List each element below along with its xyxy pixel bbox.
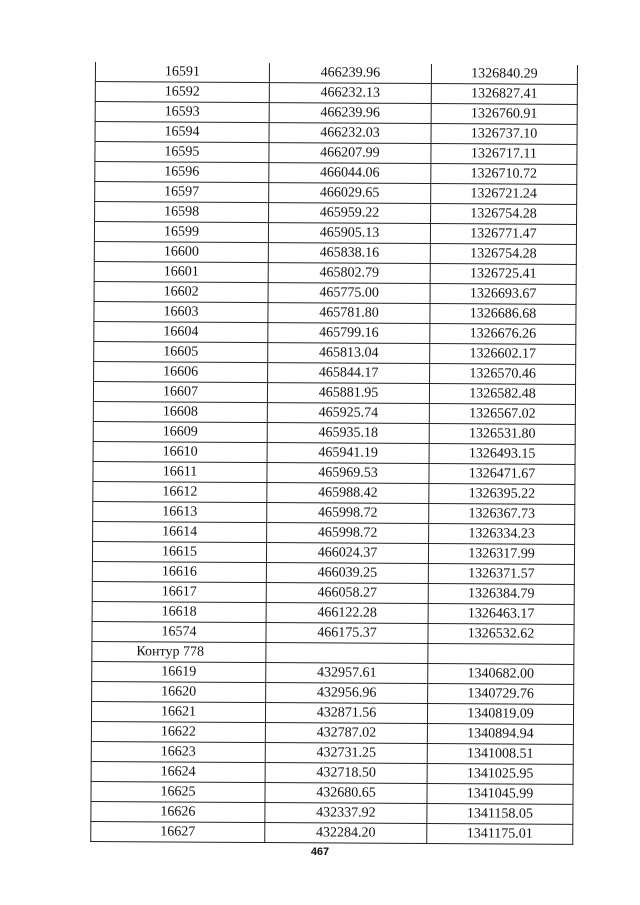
table-row xyxy=(95,122,577,145)
x-coordinate-cell: 465838.16 xyxy=(268,243,430,264)
x-coordinate-cell: 465959.22 xyxy=(269,203,431,224)
table-row xyxy=(94,222,576,245)
point-number-cell: 16616 xyxy=(92,561,266,582)
x-coordinate-cell: 465969.53 xyxy=(267,463,429,484)
point-number-cell: 16594 xyxy=(95,122,269,143)
y-coordinate-cell: 1326602.17 xyxy=(430,344,576,365)
coordinates-table xyxy=(90,62,578,845)
point-number-cell: 16626 xyxy=(91,801,265,822)
point-number-cell: 16620 xyxy=(92,681,266,702)
point-number-cell: 16609 xyxy=(93,421,267,442)
point-number-cell: 16610 xyxy=(93,441,267,462)
point-number-cell: 16604 xyxy=(94,321,268,342)
y-coordinate-cell: 1326384.79 xyxy=(428,584,574,605)
contour-label: Контур 778 xyxy=(92,641,266,662)
y-coordinate-cell: 1326463.17 xyxy=(428,604,574,625)
y-coordinate-cell: 1326725.41 xyxy=(430,264,576,285)
table-row xyxy=(94,281,576,304)
point-number-cell: 16608 xyxy=(93,401,267,422)
table-row xyxy=(93,461,575,484)
y-coordinate-cell: 1341175.01 xyxy=(427,824,573,845)
x-coordinate-cell: 465775.00 xyxy=(268,283,430,304)
x-coordinate-cell: 466044.06 xyxy=(269,163,431,184)
y-coordinate-cell: 1326710.72 xyxy=(431,164,577,185)
point-number-cell: 16624 xyxy=(91,761,265,782)
y-coordinate-cell: 1340894.94 xyxy=(427,724,573,745)
y-coordinate-cell: 1326754.28 xyxy=(431,204,577,225)
y-coordinate-cell: 1341025.95 xyxy=(427,764,573,785)
point-number-cell: 16592 xyxy=(95,82,269,103)
point-number-cell: 16595 xyxy=(95,142,269,163)
x-coordinate-cell: 466232.03 xyxy=(269,123,431,144)
point-number-cell: 16601 xyxy=(94,261,268,282)
x-coordinate-cell: 465905.13 xyxy=(268,223,430,244)
table-row xyxy=(92,641,574,664)
table-row xyxy=(91,821,573,844)
x-coordinate-cell: 466058.27 xyxy=(266,583,428,604)
x-coordinate-cell: 465802.79 xyxy=(268,263,430,284)
y-coordinate-cell: 1326686.68 xyxy=(430,304,576,325)
table-row xyxy=(93,381,575,404)
coordinates-table-body xyxy=(91,62,578,844)
table-row xyxy=(94,261,576,284)
y-coordinate-cell: 1326760.91 xyxy=(431,104,577,125)
y-coordinate-cell: 1326570.46 xyxy=(430,364,576,385)
y-coordinate-cell: 1326317.99 xyxy=(428,544,574,565)
table-row xyxy=(92,561,574,584)
x-coordinate-cell: 432956.96 xyxy=(266,683,428,704)
table-row xyxy=(92,621,574,644)
point-number-cell: 16613 xyxy=(93,501,267,522)
x-coordinate-cell: 466024.37 xyxy=(266,543,428,564)
point-number-cell: 16617 xyxy=(92,581,266,602)
x-coordinate-cell: 466239.96 xyxy=(269,103,431,124)
x-coordinate-cell: 465925.74 xyxy=(267,403,429,424)
x-coordinate-cell: 432731.25 xyxy=(265,743,427,764)
x-coordinate-cell: 466232.13 xyxy=(269,83,431,104)
x-coordinate-cell: 432957.61 xyxy=(266,663,428,684)
point-number-cell: 16593 xyxy=(95,102,269,123)
y-coordinate-cell: 1341158.05 xyxy=(427,804,573,825)
x-coordinate-cell: 466175.37 xyxy=(266,623,428,644)
point-number-cell: 16607 xyxy=(93,381,267,402)
table-row xyxy=(95,102,577,125)
table-row xyxy=(93,481,575,504)
y-coordinate-cell xyxy=(428,644,574,665)
y-coordinate-cell: 1326567.02 xyxy=(429,404,575,425)
point-number-cell: 16599 xyxy=(94,222,268,243)
table-row xyxy=(92,581,574,604)
table-row xyxy=(91,721,573,744)
y-coordinate-cell: 1326493.15 xyxy=(429,444,575,465)
point-number-cell: 16602 xyxy=(94,281,268,302)
point-number-cell: 16615 xyxy=(92,541,266,562)
y-coordinate-cell: 1326754.28 xyxy=(430,244,576,265)
table-row xyxy=(95,62,577,84)
x-coordinate-cell: 465799.16 xyxy=(268,323,430,344)
point-number-cell: 16597 xyxy=(95,182,269,203)
y-coordinate-cell: 1326367.73 xyxy=(429,504,575,525)
table-row xyxy=(95,202,577,225)
point-number-cell: 16612 xyxy=(93,481,267,502)
x-coordinate-cell: 465781.80 xyxy=(268,303,430,324)
table-row xyxy=(93,421,575,444)
point-number-cell: 16614 xyxy=(93,521,267,542)
table-row xyxy=(94,341,576,364)
x-coordinate-cell: 432284.20 xyxy=(265,823,427,844)
y-coordinate-cell: 1326721.24 xyxy=(431,184,577,205)
table-row xyxy=(94,301,576,324)
table-row xyxy=(94,321,576,344)
x-coordinate-cell: 466039.25 xyxy=(266,563,428,584)
point-number-cell: 16600 xyxy=(94,241,268,262)
point-number-cell: 16598 xyxy=(95,202,269,223)
y-coordinate-cell: 1326827.41 xyxy=(431,84,577,105)
x-coordinate-cell: 432871.56 xyxy=(265,703,427,724)
y-coordinate-cell: 1326693.67 xyxy=(430,284,576,305)
y-coordinate-cell: 1326676.26 xyxy=(430,324,576,345)
x-coordinate-cell: 465935.18 xyxy=(267,423,429,444)
table-row xyxy=(94,241,576,264)
y-coordinate-cell: 1326582.48 xyxy=(429,384,575,405)
x-coordinate-cell: 465941.19 xyxy=(267,443,429,464)
point-number-cell: 16596 xyxy=(95,162,269,183)
y-coordinate-cell: 1326531.80 xyxy=(429,424,575,445)
y-coordinate-cell: 1326840.29 xyxy=(431,64,577,84)
table-row xyxy=(95,82,577,105)
table-row xyxy=(95,142,577,165)
table-row xyxy=(93,521,575,544)
x-coordinate-cell xyxy=(266,643,428,664)
table-row xyxy=(93,501,575,524)
x-coordinate-cell: 465813.04 xyxy=(268,343,430,364)
y-coordinate-cell: 1341008.51 xyxy=(427,744,573,765)
point-number-cell: 16574 xyxy=(92,621,266,642)
x-coordinate-cell: 466207.99 xyxy=(269,143,431,164)
y-coordinate-cell: 1326717.11 xyxy=(431,144,577,165)
y-coordinate-cell: 1326334.23 xyxy=(429,524,575,545)
table-row xyxy=(93,401,575,424)
x-coordinate-cell: 432680.65 xyxy=(265,783,427,804)
point-number-cell: 16621 xyxy=(91,701,265,722)
point-number-cell: 16619 xyxy=(92,661,266,682)
y-coordinate-cell: 1326737.10 xyxy=(431,124,577,145)
y-coordinate-cell: 1326395.22 xyxy=(429,484,575,505)
point-number-cell: 16611 xyxy=(93,461,267,482)
x-coordinate-cell: 466122.28 xyxy=(266,603,428,624)
table-row xyxy=(95,182,577,205)
table-row xyxy=(94,361,576,384)
point-number-cell: 16618 xyxy=(92,601,266,622)
point-number-cell: 16622 xyxy=(91,721,265,742)
table-row xyxy=(95,162,577,185)
point-number-cell: 16623 xyxy=(91,741,265,762)
table-row xyxy=(91,741,573,764)
point-number-cell: 16627 xyxy=(91,821,265,842)
y-coordinate-cell: 1326532.62 xyxy=(428,624,574,645)
y-coordinate-cell: 1340682.00 xyxy=(428,664,574,685)
x-coordinate-cell: 465988.42 xyxy=(267,483,429,504)
y-coordinate-cell: 1326771.47 xyxy=(430,224,576,245)
table-row xyxy=(91,801,573,824)
point-number-cell: 16605 xyxy=(94,341,268,362)
y-coordinate-cell: 1341045.99 xyxy=(427,784,573,805)
x-coordinate-cell: 432787.02 xyxy=(265,723,427,744)
y-coordinate-cell: 1340819.09 xyxy=(427,704,573,725)
x-coordinate-cell: 432337.92 xyxy=(265,803,427,824)
table-row xyxy=(92,661,574,684)
y-coordinate-cell: 1326471.67 xyxy=(429,464,575,485)
x-coordinate-cell: 432718.50 xyxy=(265,763,427,784)
table-row xyxy=(92,681,574,704)
x-coordinate-cell: 465998.72 xyxy=(267,503,429,524)
table-row xyxy=(92,541,574,564)
point-number-cell: 16606 xyxy=(94,361,268,382)
y-coordinate-cell: 1326371.57 xyxy=(428,564,574,585)
point-number-cell: 16603 xyxy=(94,301,268,322)
table-row xyxy=(91,701,573,724)
x-coordinate-cell: 466029.65 xyxy=(269,183,431,204)
y-coordinate-cell: 1340729.76 xyxy=(428,684,574,705)
x-coordinate-cell: 465998.72 xyxy=(267,523,429,544)
table-row xyxy=(92,601,574,624)
point-number-cell: 16591 xyxy=(95,62,269,83)
x-coordinate-cell: 465844.17 xyxy=(268,363,430,384)
point-number-cell: 16625 xyxy=(91,781,265,802)
table-row xyxy=(93,441,575,464)
x-coordinate-cell: 465881.95 xyxy=(267,383,429,404)
page-number: 467 xyxy=(310,846,330,858)
table-row xyxy=(91,761,573,784)
x-coordinate-cell: 466239.96 xyxy=(269,63,431,83)
table-row xyxy=(91,781,573,804)
